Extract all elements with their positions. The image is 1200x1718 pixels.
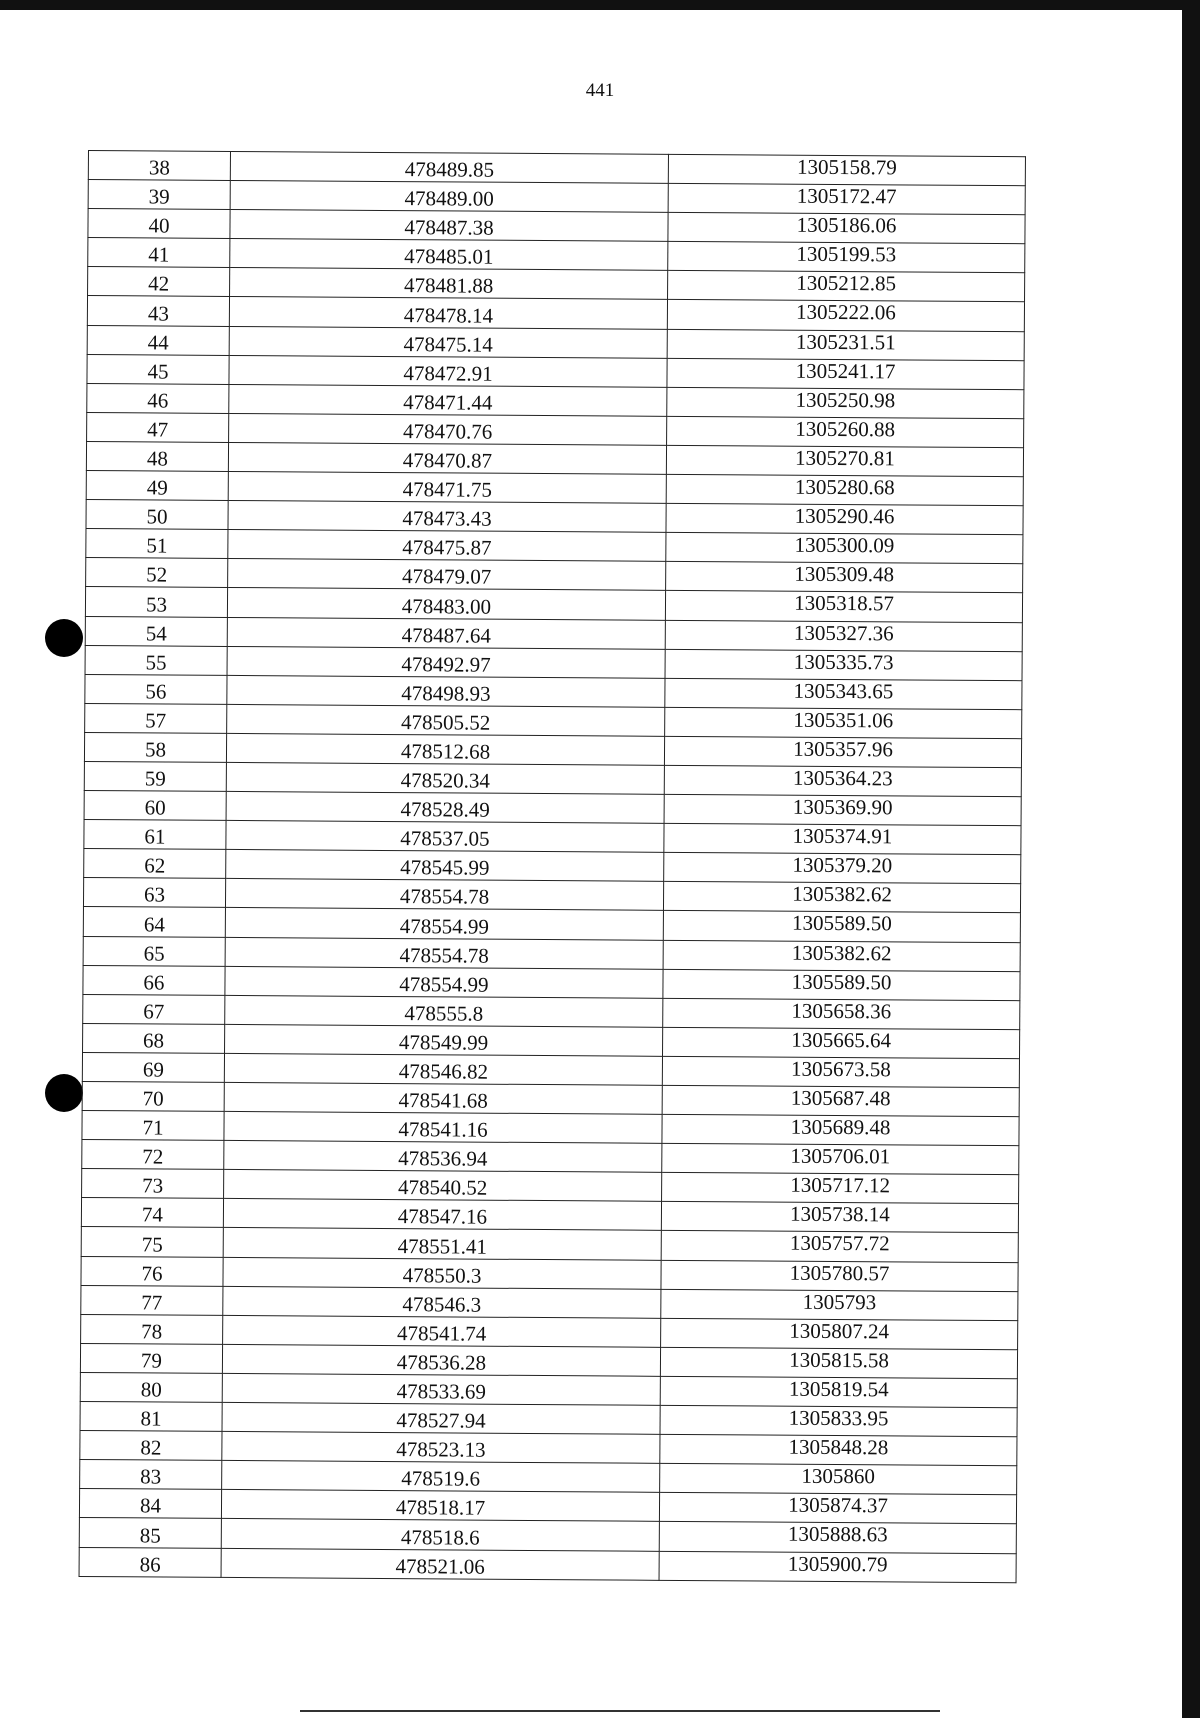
x-coordinate-cell: 478521.06 xyxy=(221,1548,659,1580)
x-coordinate-cell: 478550.3 xyxy=(223,1257,661,1289)
y-coordinate-cell: 1305589.50 xyxy=(663,969,1020,1000)
point-number-cell: 68 xyxy=(83,1023,225,1053)
y-coordinate-cell: 1305231.51 xyxy=(667,329,1024,360)
x-coordinate-cell: 478541.74 xyxy=(223,1315,661,1347)
y-coordinate-cell: 1305300.09 xyxy=(666,533,1023,564)
x-coordinate-cell: 478481.88 xyxy=(230,268,668,300)
y-coordinate-cell: 1305199.53 xyxy=(668,242,1025,273)
x-coordinate-cell: 478479.07 xyxy=(228,559,666,591)
scan-border-top xyxy=(0,0,1200,10)
point-number-cell: 49 xyxy=(86,471,228,501)
x-coordinate-cell: 478473.43 xyxy=(228,501,666,533)
x-coordinate-cell: 478519.6 xyxy=(222,1461,660,1493)
y-coordinate-cell: 1305793 xyxy=(661,1289,1018,1320)
y-coordinate-cell: 1305318.57 xyxy=(665,591,1022,622)
scan-border-right xyxy=(1182,0,1200,1718)
x-coordinate-cell: 478541.68 xyxy=(224,1082,662,1114)
point-number-cell: 85 xyxy=(79,1518,221,1548)
x-coordinate-cell: 478487.38 xyxy=(230,210,668,242)
point-number-cell: 64 xyxy=(83,907,225,937)
point-number-cell: 52 xyxy=(86,558,228,588)
point-number-cell: 83 xyxy=(80,1460,222,1490)
point-number-cell: 38 xyxy=(88,151,230,181)
y-coordinate-cell: 1305290.46 xyxy=(666,503,1023,534)
point-number-cell: 39 xyxy=(88,180,230,210)
point-number-cell: 79 xyxy=(80,1343,222,1373)
y-coordinate-cell: 1305848.28 xyxy=(660,1434,1017,1465)
x-coordinate-cell: 478483.00 xyxy=(227,588,665,620)
y-coordinate-cell: 1305689.48 xyxy=(662,1114,1019,1145)
x-coordinate-cell: 478470.76 xyxy=(229,413,667,445)
y-coordinate-cell: 1305327.36 xyxy=(665,620,1022,651)
y-coordinate-cell: 1305335.73 xyxy=(665,649,1022,680)
point-number-cell: 45 xyxy=(87,354,229,384)
y-coordinate-cell: 1305374.91 xyxy=(664,823,1021,854)
y-coordinate-cell: 1305369.90 xyxy=(664,794,1021,825)
y-coordinate-cell: 1305815.58 xyxy=(660,1347,1017,1378)
y-coordinate-cell: 1305780.57 xyxy=(661,1260,1018,1291)
y-coordinate-cell: 1305717.12 xyxy=(662,1173,1019,1204)
x-coordinate-cell: 478512.68 xyxy=(226,733,664,765)
y-coordinate-cell: 1305807.24 xyxy=(661,1318,1018,1349)
point-number-cell: 65 xyxy=(83,936,225,966)
point-number-cell: 73 xyxy=(82,1169,224,1199)
y-coordinate-cell: 1305172.47 xyxy=(668,183,1025,214)
point-number-cell: 86 xyxy=(79,1547,221,1577)
y-coordinate-cell: 1305250.98 xyxy=(667,387,1024,418)
x-coordinate-cell: 478471.44 xyxy=(229,384,667,416)
point-number-cell: 80 xyxy=(80,1372,222,1402)
x-coordinate-cell: 478554.78 xyxy=(225,879,663,911)
point-number-cell: 51 xyxy=(86,529,228,559)
x-coordinate-cell: 478547.16 xyxy=(223,1199,661,1231)
y-coordinate-cell: 1305757.72 xyxy=(661,1231,1018,1262)
point-number-cell: 57 xyxy=(85,703,227,733)
punch-hole-mark xyxy=(45,619,83,657)
point-number-cell: 70 xyxy=(82,1081,224,1111)
x-coordinate-cell: 478523.13 xyxy=(222,1432,660,1464)
x-coordinate-cell: 478528.49 xyxy=(226,791,664,823)
x-coordinate-cell: 478549.99 xyxy=(225,1024,663,1056)
y-coordinate-cell: 1305186.06 xyxy=(668,213,1025,244)
y-coordinate-cell: 1305309.48 xyxy=(666,562,1023,593)
y-coordinate-cell: 1305589.50 xyxy=(663,911,1020,942)
point-number-cell: 81 xyxy=(80,1402,222,1432)
point-number-cell: 69 xyxy=(82,1052,224,1082)
point-number-cell: 53 xyxy=(85,587,227,617)
point-number-cell: 78 xyxy=(81,1314,223,1344)
point-number-cell: 67 xyxy=(83,994,225,1024)
x-coordinate-cell: 478536.28 xyxy=(222,1344,660,1376)
point-number-cell: 72 xyxy=(82,1140,224,1170)
y-coordinate-cell: 1305658.36 xyxy=(663,998,1020,1029)
scan-border-bottom xyxy=(300,1710,940,1712)
point-number-cell: 40 xyxy=(88,209,230,239)
y-coordinate-cell: 1305819.54 xyxy=(660,1376,1017,1407)
point-number-cell: 77 xyxy=(81,1285,223,1315)
x-coordinate-cell: 478546.82 xyxy=(224,1053,662,1085)
x-coordinate-cell: 478527.94 xyxy=(222,1402,660,1434)
x-coordinate-cell: 478554.99 xyxy=(225,966,663,998)
point-number-cell: 59 xyxy=(84,761,226,791)
point-number-cell: 42 xyxy=(88,267,230,297)
point-number-cell: 54 xyxy=(85,616,227,646)
x-coordinate-cell: 478471.75 xyxy=(228,471,666,503)
x-coordinate-cell: 478551.41 xyxy=(223,1228,661,1260)
y-coordinate-cell: 1305357.96 xyxy=(664,736,1021,767)
y-coordinate-cell: 1305900.79 xyxy=(659,1551,1016,1582)
table-row xyxy=(79,1547,1016,1582)
point-number-cell: 46 xyxy=(87,383,229,413)
y-coordinate-cell: 1305343.65 xyxy=(665,678,1022,709)
x-coordinate-cell: 478533.69 xyxy=(222,1373,660,1405)
x-coordinate-cell: 478475.87 xyxy=(228,530,666,562)
y-coordinate-cell: 1305738.14 xyxy=(661,1202,1018,1233)
y-coordinate-cell: 1305665.64 xyxy=(663,1027,1020,1058)
point-number-cell: 75 xyxy=(81,1227,223,1257)
point-number-cell: 82 xyxy=(80,1431,222,1461)
x-coordinate-cell: 478537.05 xyxy=(226,821,664,853)
point-number-cell: 60 xyxy=(84,791,226,821)
point-number-cell: 62 xyxy=(84,849,226,879)
y-coordinate-cell: 1305382.62 xyxy=(663,940,1020,971)
y-coordinate-cell: 1305241.17 xyxy=(667,358,1024,389)
point-number-cell: 84 xyxy=(79,1489,221,1519)
y-coordinate-cell: 1305706.01 xyxy=(662,1144,1019,1175)
point-number-cell: 43 xyxy=(87,296,229,326)
x-coordinate-cell: 478485.01 xyxy=(230,239,668,271)
x-coordinate-cell: 478518.6 xyxy=(221,1519,659,1551)
point-number-cell: 58 xyxy=(84,732,226,762)
point-number-cell: 47 xyxy=(87,412,229,442)
x-coordinate-cell: 478546.3 xyxy=(223,1286,661,1318)
punch-hole-mark xyxy=(45,1074,83,1112)
y-coordinate-cell: 1305382.62 xyxy=(663,882,1020,913)
point-number-cell: 74 xyxy=(81,1198,223,1228)
point-number-cell: 71 xyxy=(82,1111,224,1141)
y-coordinate-cell: 1305364.23 xyxy=(664,765,1021,796)
x-coordinate-cell: 478489.85 xyxy=(230,151,668,183)
point-number-cell: 44 xyxy=(87,325,229,355)
y-coordinate-cell: 1305833.95 xyxy=(660,1405,1017,1436)
point-number-cell: 63 xyxy=(83,878,225,908)
point-number-cell: 41 xyxy=(88,238,230,268)
point-number-cell: 55 xyxy=(85,645,227,675)
point-number-cell: 61 xyxy=(84,820,226,850)
point-number-cell: 76 xyxy=(81,1256,223,1286)
coordinate-table-body xyxy=(79,151,1025,1583)
x-coordinate-cell: 478492.97 xyxy=(227,646,665,678)
y-coordinate-cell: 1305687.48 xyxy=(662,1085,1019,1116)
y-coordinate-cell: 1305379.20 xyxy=(664,853,1021,884)
point-number-cell: 56 xyxy=(85,674,227,704)
x-coordinate-cell: 478536.94 xyxy=(224,1141,662,1173)
x-coordinate-cell: 478478.14 xyxy=(229,297,667,329)
x-coordinate-cell: 478470.87 xyxy=(228,442,666,474)
y-coordinate-cell: 1305673.58 xyxy=(662,1056,1019,1087)
x-coordinate-cell: 478554.78 xyxy=(225,937,663,969)
y-coordinate-cell: 1305260.88 xyxy=(667,416,1024,447)
y-coordinate-cell: 1305874.37 xyxy=(659,1493,1016,1524)
coordinate-table xyxy=(79,150,1026,1583)
x-coordinate-cell: 478554.99 xyxy=(225,908,663,940)
x-coordinate-cell: 478487.64 xyxy=(227,617,665,649)
x-coordinate-cell: 478498.93 xyxy=(227,675,665,707)
y-coordinate-cell: 1305860 xyxy=(660,1464,1017,1495)
point-number-cell: 48 xyxy=(86,441,228,471)
x-coordinate-cell: 478475.14 xyxy=(229,326,667,358)
y-coordinate-cell: 1305351.06 xyxy=(665,707,1022,738)
y-coordinate-cell: 1305222.06 xyxy=(667,300,1024,331)
y-coordinate-cell: 1305270.81 xyxy=(666,445,1023,476)
y-coordinate-cell: 1305158.79 xyxy=(668,154,1025,185)
x-coordinate-cell: 478472.91 xyxy=(229,355,667,387)
x-coordinate-cell: 478505.52 xyxy=(227,704,665,736)
x-coordinate-cell: 478520.34 xyxy=(226,762,664,794)
x-coordinate-cell: 478541.16 xyxy=(224,1112,662,1144)
y-coordinate-cell: 1305888.63 xyxy=(659,1522,1016,1553)
x-coordinate-cell: 478540.52 xyxy=(224,1170,662,1202)
x-coordinate-cell: 478555.8 xyxy=(225,995,663,1027)
point-number-cell: 50 xyxy=(86,500,228,530)
x-coordinate-cell: 478518.17 xyxy=(221,1490,659,1522)
page-number: 441 xyxy=(585,80,615,101)
y-coordinate-cell: 1305212.85 xyxy=(668,271,1025,302)
point-number-cell: 66 xyxy=(83,965,225,995)
x-coordinate-cell: 478489.00 xyxy=(230,181,668,213)
y-coordinate-cell: 1305280.68 xyxy=(666,474,1023,505)
x-coordinate-cell: 478545.99 xyxy=(226,850,664,882)
